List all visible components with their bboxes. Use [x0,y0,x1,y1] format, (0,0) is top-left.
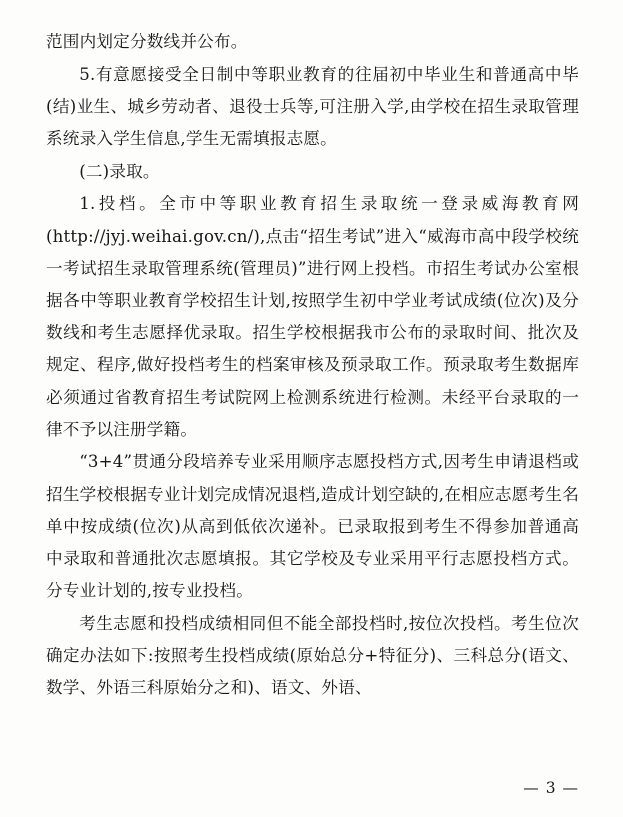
paragraph: (二)录取。 [79,161,160,181]
paragraph: 1.投档。全市中等职业教育招生录取统一登录威海教育网(http://jyj.weihai.gov.cn/),点击“招生考试”进入“威海市高中段学校统一考试招生录取管理系统(管理员)”进行网上投档。市招生考试办公室根据各中等职业教育学校招生计划,按照学生初中学业考试成绩(位次)及分数线和考生志愿择优录取。招生学校根据我市公布的录取时间、批次及规定、程序,做好投档考生的档案审核及预录取工作。预录取考生数据库必须通过省教育招生考试院网上检测系统进行检测。未经平台录取的一律不予以注册学籍。 [46,194,579,439]
paragraph: 考生志愿和投档成绩相同但不能全部投档时,按位次投档。考生位次确定办法如下:按照考生投档成绩(原始总分+特征分)、三科总分(语文、数学、外语三科原始分之和)、语文、外语、 [46,613,579,698]
document-body [46,26,579,704]
paragraph: 范围内划定分数线并公布。 [46,32,248,51]
paragraph: 5.有意愿接受全日制中等职业教育的往届初中毕业生和普通高中毕(结)业生、城乡劳动者、退役士兵等,可注册入学,由学校在招生录取管理系统录入学生信息,学生无需填报志愿。 [46,64,579,149]
paragraph: “3+4”贯通分段培养专业采用顺序志愿投档方式,因考生申请退档或招生学校根据专业计划完成情况退档,造成计划空缺的,在相应志愿考生名单中按成绩(位次)从高到低依次递补。已录取报到考生不得参加普通高中录取和普通批次志愿填报。其它学校及专业采用平行志愿投档方式。分专业计划的,按专业投档。 [46,452,579,601]
page-number: — 3 — [523,779,579,797]
